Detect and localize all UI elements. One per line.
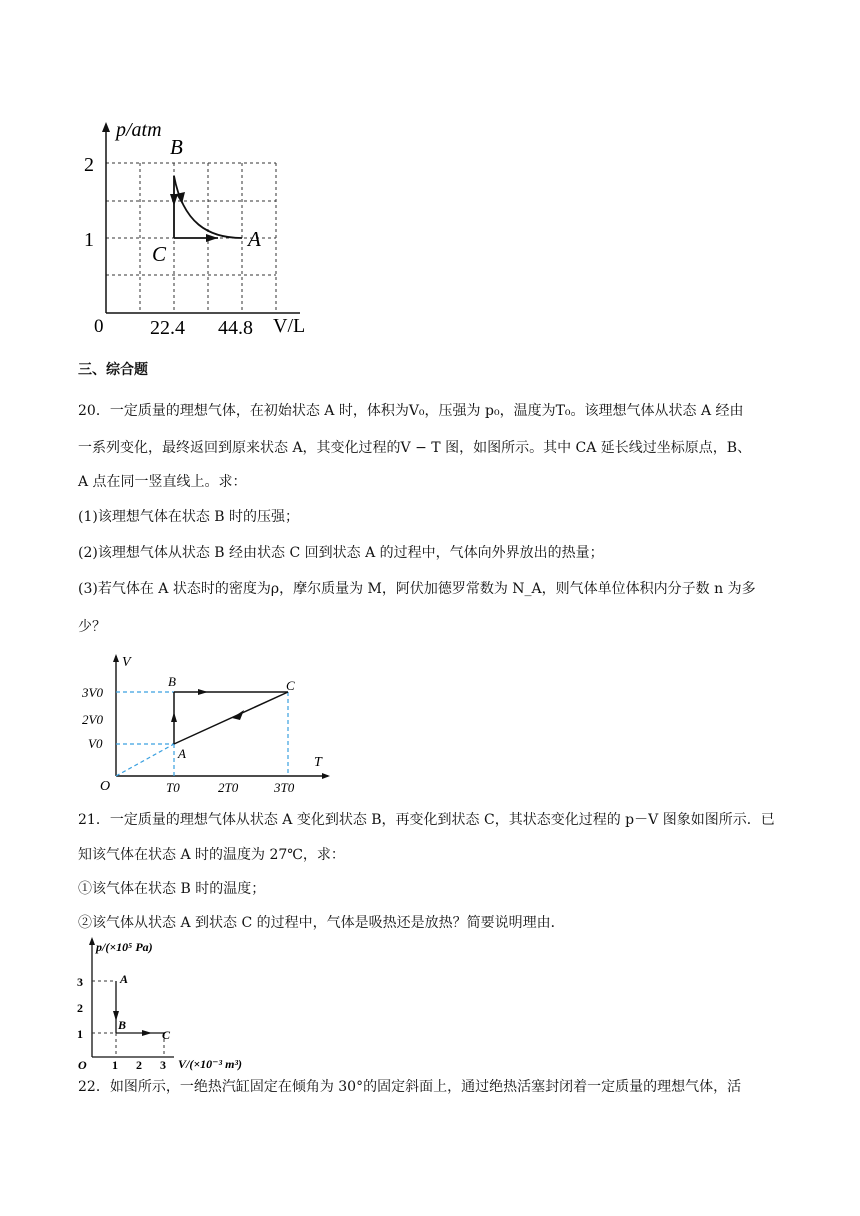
point-label-b: B (168, 674, 176, 689)
y-axis-label: p/atm (116, 119, 162, 141)
x-tick-2t0: 2T0 (218, 780, 239, 795)
section-heading: 三、综合题 (78, 362, 148, 378)
x-tick-3: 3 (160, 1058, 166, 1072)
figure-v-t (80, 652, 340, 797)
q22-line1: 22．如图所示，一绝热汽缸固定在倾角为 30°的固定斜面上，通过绝热活塞封闭着一定质量的理想气体，活 (78, 1079, 742, 1095)
q20-sub1: (1)该理想气体在状态 B 时的压强； (78, 509, 300, 525)
line-c-a (174, 692, 288, 744)
y-tick-2: 2 (77, 1001, 83, 1015)
q20-line1: 20．一定质量的理想气体，在初始状态 A 时，体积为V₀，压强为 p₀，温度为T₀。该理想气体从状态 A 经由 (78, 403, 744, 419)
dash-origin-a (116, 744, 174, 776)
x-tick-1: 1 (112, 1058, 118, 1072)
x-axis-label: V/(×10⁻³ m³) (178, 1057, 243, 1071)
y-axis-label: p/(×10⁵ Pa) (96, 940, 153, 954)
y-tick-1: 1 (77, 1027, 83, 1041)
point-label-a: A (120, 972, 129, 986)
point-label-b: B (118, 1018, 127, 1032)
origin-label: 0 (94, 316, 104, 337)
q21-sub1: ①该气体在状态 B 时的温度； (78, 881, 266, 897)
y-tick-3v0: 3V0 (82, 685, 103, 700)
q20-sub3-line2: 少？ (78, 619, 106, 635)
y-tick-1: 1 (84, 229, 94, 251)
point-label-a: A (178, 746, 186, 761)
point-label-c: C (286, 678, 295, 693)
arrow-c-a (206, 234, 218, 242)
q21-line1: 21．一定质量的理想气体从状态 A 变化到状态 B，再变化到状态 C，其状态变化过程的 p－V 图象如图所示．已 (78, 812, 775, 828)
origin-label: O (78, 1058, 87, 1072)
y-tick-2v0: 2V0 (82, 712, 103, 727)
q20-sub2: (2)该理想气体从状态 B 经由状态 C 回到状态 A 的过程中，气体向外界放出的热量； (78, 545, 604, 561)
figure-p-v-pa (74, 933, 284, 1073)
x-tick-3t0: 3T0 (274, 780, 295, 795)
q20-sub3-line1: (3)若气体在 A 状态时的密度为ρ，摩尔质量为 M，阿伏加德罗常数为 N_A，则气体单位体积内分子数 n 为多 (78, 581, 756, 597)
x-tick-22-4: 22.4 (150, 317, 185, 339)
y-axis-label: V (122, 655, 131, 670)
figure-p-v-atm (78, 118, 318, 343)
point-label-b: B (170, 135, 183, 159)
y-tick-3: 3 (77, 975, 83, 989)
point-label-a: A (248, 227, 261, 251)
q20-line3: A 点在同一竖直线上。求： (78, 474, 247, 490)
origin-label: O (100, 779, 111, 794)
q21-line2: 知该气体在状态 A 时的温度为 27℃，求： (78, 847, 345, 863)
arrow-a-b (176, 192, 185, 204)
x-tick-t0: T0 (166, 780, 180, 795)
y-tick-2: 2 (84, 154, 94, 176)
point-label-c: C (162, 1028, 171, 1042)
arrow-b-c (170, 194, 178, 206)
x-tick-2: 2 (136, 1058, 142, 1072)
y-tick-v0: V0 (88, 736, 103, 751)
q20-line2: 一系列变化，最终返回到原来状态 A，其变化过程的V − T 图，如图所示。其中 CA 延长线过坐标原点，B、 (78, 440, 752, 456)
x-tick-44-8: 44.8 (218, 317, 253, 339)
x-axis-label: V/L (273, 315, 306, 337)
point-label-c: C (152, 242, 167, 266)
x-axis-label: T (314, 755, 322, 770)
q21-sub2: ②该气体从状态 A 到状态 C 的过程中，气体是吸热还是放热？简要说明理由． (78, 915, 565, 931)
